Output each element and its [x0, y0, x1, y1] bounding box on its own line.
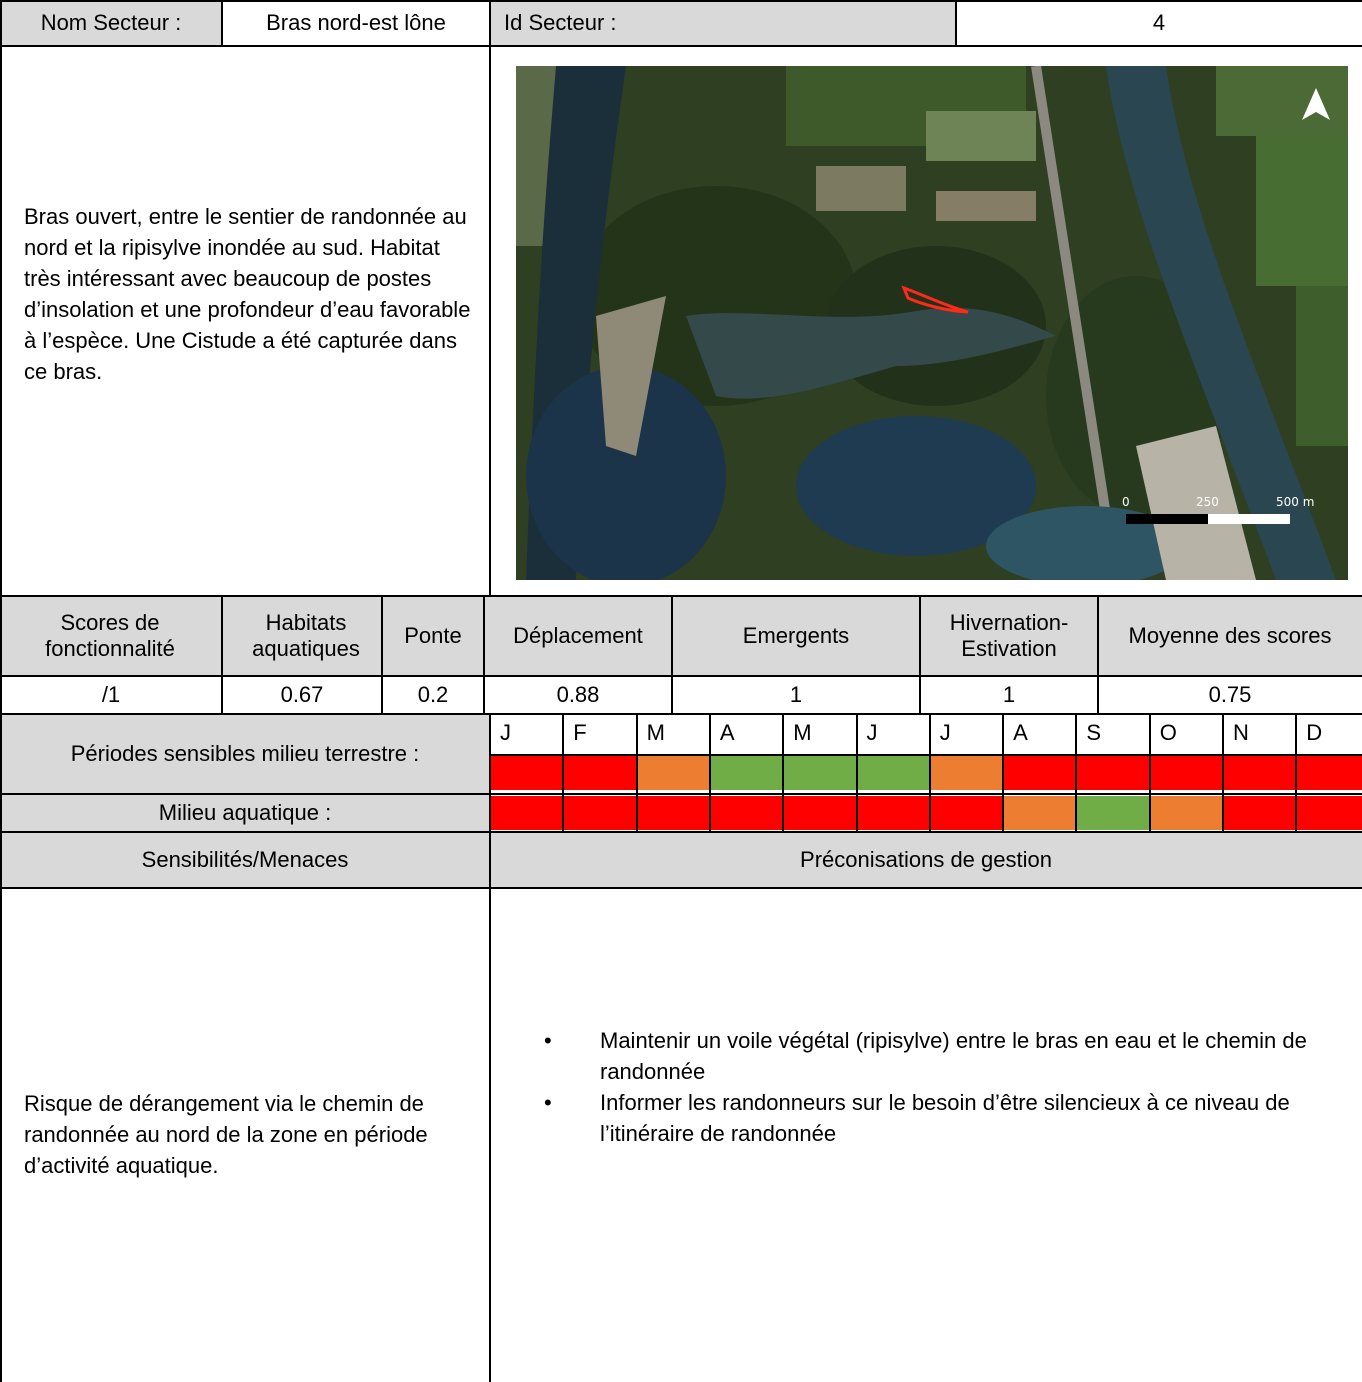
month-label: N	[1233, 719, 1249, 745]
nom-secteur-label: Nom Secteur :	[40, 9, 182, 35]
rule	[671, 596, 673, 714]
aquatique-month-cell	[857, 796, 930, 830]
score-value-emergents: 1	[789, 681, 803, 707]
scale-label-250: 250	[1196, 495, 1219, 509]
terrestre-month-cell	[783, 756, 856, 790]
month-label: A	[719, 719, 735, 745]
rule	[221, 596, 223, 714]
periods-terrestre-label: Périodes sensibles milieu terrestre :	[70, 740, 420, 766]
month-label: J	[939, 719, 951, 745]
sensibilites-header: Sensibilités/Menaces	[141, 846, 349, 872]
terrestre-month-cell	[637, 756, 710, 790]
month-divider	[1075, 714, 1077, 832]
rule	[955, 0, 957, 46]
aquatique-month-cell	[563, 796, 636, 830]
month-label: A	[1013, 719, 1028, 745]
score-value-hivernation: 1	[1002, 681, 1016, 707]
scale-label-0: 0	[1122, 495, 1130, 509]
recommendations-list	[520, 1025, 1350, 1149]
rule	[0, 0, 2, 1382]
month-label: S	[1086, 719, 1102, 745]
month-label: M	[646, 719, 665, 745]
aquatique-month-cell	[490, 796, 563, 830]
terrestre-month-cell	[930, 756, 1003, 790]
score-header-moyenne: Moyenne des scores	[1128, 622, 1332, 648]
month-divider	[1002, 714, 1004, 832]
aquatique-month-cell	[1076, 796, 1149, 830]
terrestre-month-cell	[1003, 756, 1076, 790]
rule	[0, 887, 1362, 889]
score-header-ponte: Ponte	[404, 622, 462, 648]
rule	[221, 0, 223, 46]
score-header-fonctionnalite: Scores de fonctionnalité	[45, 609, 175, 661]
rule	[489, 0, 491, 596]
sensibilites-text: Risque de dérangement via le chemin de randonnée au nord de la zone en période d’activité aquatique.	[24, 1091, 428, 1178]
month-divider	[562, 714, 564, 832]
score-value-habitats: 0.67	[280, 681, 324, 707]
month-divider	[782, 714, 784, 832]
month-divider	[709, 714, 711, 832]
aquatique-month-cell	[1003, 796, 1076, 830]
preconisations-header: Préconisations de gestion	[800, 846, 1052, 872]
rule	[0, 713, 1362, 715]
recommendation-item: • Informer les randonneurs sur le besoin d’être silencieux à ce niveau de l’itinéraire de randonnée	[520, 1087, 1350, 1149]
month-divider	[636, 714, 638, 832]
aerial-map-svg	[516, 66, 1348, 580]
aquatique-month-cell	[1223, 796, 1296, 830]
aquatique-month-cell	[710, 796, 783, 830]
scale-label-500: 500 m	[1276, 495, 1315, 509]
id-secteur-value: 4	[1152, 9, 1166, 35]
terrestre-month-cell	[857, 756, 930, 790]
aquatique-month-cell	[637, 796, 710, 830]
month-label: J	[866, 719, 878, 745]
score-header-deplacement: Déplacement	[513, 622, 643, 648]
aquatique-month-cell	[930, 796, 1003, 830]
score-value-moyenne: 0.75	[1208, 681, 1252, 707]
month-divider	[856, 714, 858, 832]
id-secteur-label: Id Secteur :	[504, 9, 617, 35]
terrestre-month-cell	[1150, 756, 1223, 790]
month-label: D	[1306, 719, 1323, 745]
score-header-emergents: Emergents	[742, 622, 850, 648]
month-label: J	[500, 719, 511, 745]
month-divider	[1222, 714, 1224, 832]
score-header-habitats: Habitats aquatiques	[252, 609, 360, 661]
terrestre-month-cell	[563, 756, 636, 790]
periods-aquatique-label: Milieu aquatique :	[158, 799, 332, 825]
rule	[919, 596, 921, 714]
month-divider	[1149, 714, 1151, 832]
aquatique-month-cell	[1150, 796, 1223, 830]
rule	[0, 595, 1362, 597]
month-divider	[1295, 714, 1297, 832]
score-value-fonctionnalite: /1	[101, 681, 121, 707]
rule	[0, 0, 1362, 2]
terrestre-month-cell	[1076, 756, 1149, 790]
month-label: F	[573, 719, 587, 745]
aquatique-month-cell	[783, 796, 856, 830]
terrestre-month-cell	[1223, 756, 1296, 790]
rule	[0, 831, 1362, 833]
nom-secteur-value: Bras nord-est lône	[266, 9, 446, 35]
score-value-ponte: 0.2	[417, 681, 449, 707]
rule	[483, 596, 485, 714]
month-label: M	[793, 719, 812, 745]
month-divider	[490, 754, 1362, 756]
rule	[489, 714, 491, 1382]
rule	[1097, 596, 1099, 714]
rule	[0, 793, 1362, 795]
aquatique-month-cell	[1296, 796, 1362, 830]
aerial-map	[516, 66, 1348, 580]
rule	[0, 45, 1362, 47]
rule	[0, 675, 1362, 677]
terrestre-month-cell	[490, 756, 563, 790]
score-value-deplacement: 0.88	[556, 681, 600, 707]
month-label: O	[1159, 719, 1177, 745]
rule	[381, 596, 383, 714]
sector-description: Bras ouvert, entre le sentier de randonnée au nord et la ripisylve inondée au sud. Habitat très intéressant avec beaucoup de postes d’insolation et une profondeur d’eau favorable à l’espèce. Une Cistude a été capturée dans ce bras.	[24, 204, 471, 384]
score-header-hivernation: Hivernation-Estivation	[949, 609, 1069, 661]
terrestre-month-cell	[710, 756, 783, 790]
terrestre-month-cell	[1296, 756, 1362, 790]
month-divider	[929, 714, 931, 832]
recommendation-item: • Maintenir un voile végétal (ripisylve) entre le bras en eau et le chemin de randonnée	[520, 1025, 1350, 1087]
